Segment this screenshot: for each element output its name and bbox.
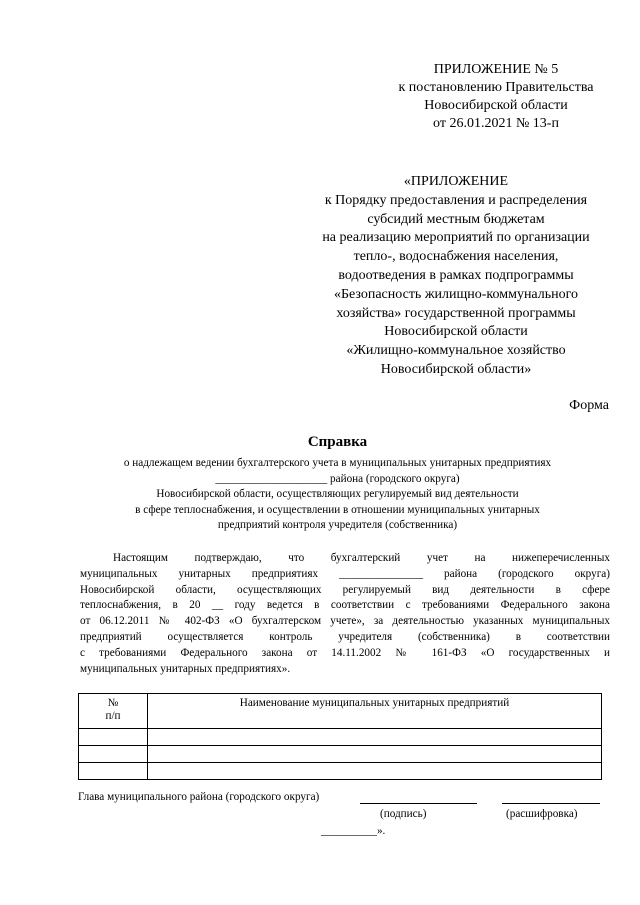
- decode-caption: (расшифровка): [506, 808, 578, 820]
- table-cell[interactable]: [148, 763, 602, 780]
- appendix-line: «ПРИЛОЖЕНИЕ: [403, 174, 509, 189]
- body-line: теплоснабжения, в 20 __ году ведется в соответствии с требованиями Федерального закона: [80, 599, 610, 612]
- table-row: [79, 729, 602, 746]
- signature-label: Глава муниципального района (городского округа): [78, 791, 320, 803]
- subtitle-line: Новосибирской области, осуществляющих регулируемый вид деятельности: [156, 488, 519, 500]
- appendix-line: тепло-, водоснабжения населения,: [353, 249, 559, 265]
- appendix-line: хозяйства» государственной программы: [336, 305, 576, 321]
- appendix-line: Новосибирской области: [384, 324, 528, 340]
- form-label: Форма: [569, 398, 609, 413]
- table-header-row: [79, 694, 602, 729]
- appendix-line: «Жилищно-коммунальное хозяйство: [346, 343, 566, 359]
- table-cell[interactable]: [79, 763, 148, 780]
- header-line: ПРИЛОЖЕНИЕ № 5: [433, 62, 559, 77]
- table-cell[interactable]: [79, 729, 148, 746]
- table-row: [79, 746, 602, 763]
- appendix-line: к Порядку предоставления и распределения: [324, 192, 588, 208]
- col-number-header: [79, 694, 148, 729]
- col-number-header-line: №: [107, 697, 119, 709]
- appendix-line: на реализацию мероприятий по организации: [322, 230, 590, 246]
- subtitle-line: ____________________ района (городского округа): [215, 472, 460, 485]
- subtitle-line: предприятий контроля учредителя (собственника): [217, 519, 458, 531]
- appendix-header: [300, 173, 612, 380]
- enterprises-table: [78, 693, 602, 780]
- col-number-header-line: п/п: [105, 710, 121, 722]
- body-line: с требованиями Федерального закона от 14.11.2002 № 161-ФЗ «О государственных и: [80, 646, 610, 659]
- appendix-line: «Безопасность жилищно-коммунального: [333, 286, 579, 302]
- resolution-header: [390, 61, 602, 133]
- body-line: Новосибирской области, осуществляющих регулируемый вид деятельности в сфере: [80, 583, 610, 596]
- body-line: предприятий осуществляется контроль учредителя (собственника) в соответствии: [80, 630, 610, 643]
- table-cell[interactable]: [79, 746, 148, 763]
- signature-caption: (подпись): [380, 808, 427, 820]
- decode-line: [502, 803, 600, 804]
- header-line: Новосибирской области: [424, 98, 568, 113]
- body-line: Настоящим подтверждаю, что бухгалтерский учет на нижеперечисленных: [113, 552, 610, 564]
- appendix-line: Новосибирской области»: [380, 361, 532, 377]
- subtitle-line: о надлежащем ведении бухгалтерского учета в муниципальных унитарных предприятиях: [123, 457, 552, 469]
- closing-line: __________».: [321, 825, 386, 837]
- table-cell[interactable]: [148, 729, 602, 746]
- header-line: к постановлению Правительства: [398, 80, 594, 95]
- col-name-header: Наименование муниципальных унитарных предприятий: [148, 694, 602, 729]
- certificate-title: Справка: [307, 434, 368, 450]
- body-line: муниципальных унитарных предприятиях _______________ района (городского округа): [80, 567, 610, 580]
- body-line: от 06.12.2011 № 402-ФЗ «О бухгалтерском учете», за деятельностью указанных муниципальных: [80, 615, 610, 628]
- appendix-line: субсидий местным бюджетам: [367, 211, 545, 227]
- appendix-line: водоотведения в рамках подпрограммы: [338, 267, 574, 283]
- header-line: от 26.01.2021 № 13-п: [433, 116, 559, 131]
- body-paragraph: [80, 551, 610, 677]
- subtitle-line: в сфере теплоснабжения, и осуществлении в отношении муниципальных унитарных: [135, 503, 540, 516]
- body-line: муниципальных унитарных предприятиях».: [80, 662, 291, 675]
- certificate-subtitle: [60, 456, 615, 534]
- table-row: [79, 763, 602, 780]
- signature-line: [360, 803, 477, 804]
- table-cell[interactable]: [148, 746, 602, 763]
